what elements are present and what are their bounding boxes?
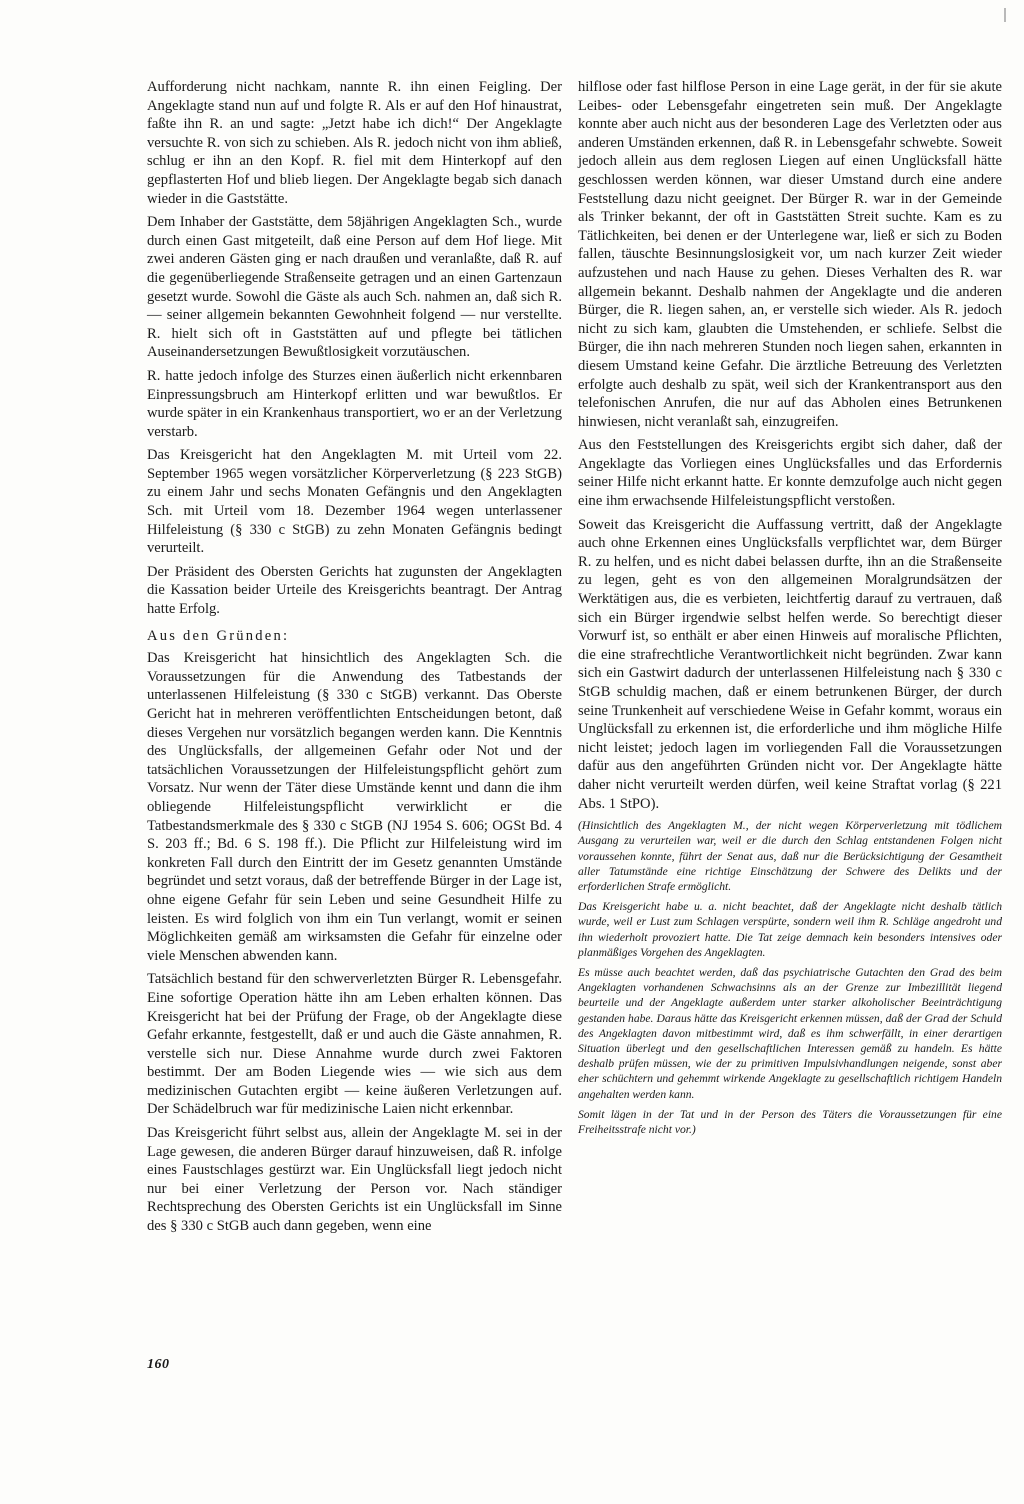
editorial-note: (Hinsichtlich des Angeklagten M., der nicht wegen Körperverletzung mit tödlichem Ausgang zu verurteilen war, weil er die durch den Schlag entstandenen Folgen nicht voraussehen konnte, führt der Senat aus, daß nur die Berücksichtigung der Gesamtheit aller Tatumstände eine richtige Einschätzung der Schwere des Delikts und der erforderlichen Strafe ermöglicht. <box>578 819 1002 893</box>
paragraph: Der Präsident des Obersten Gerichts hat zugunsten der Angeklagten die Kassation beider Urteile des Kreisgerichts beantragt. Der Antrag hatte Erfolg. <box>147 563 562 618</box>
paragraph: Tatsächlich bestand für den schwerverletzten Bürger R. Lebensgefahr. Eine sofortige Operation hätte ihn am Leben erhalten können. Das Kreisgericht hat bei der Prüfung der Frage, ob der Angeklagte diese Gefahr erkannte, festgestellt, daß er und auch die Gäste annahmen, R. verstelle sich nur. Diese Annahme wurde durch zwei Faktoren bestimmt. Der am Boden Liegende wies — wie sich aus dem medizinischen Gutachten ergibt — keine äußeren Verletzungen auf. Der Schädelbruch war für medizinische Laien nicht erkennbar. <box>147 971 562 1118</box>
paragraph: Das Kreisgericht hat hinsichtlich des Angeklagten Sch. die Voraussetzungen für die Anwendung des Tatbestands der unterlassenen Hilfeleistung (§ 330 c StGB) verkannt. Das Oberste Gericht hat in mehreren veröffentlichten Entscheidungen betont, daß dieses Vergehen nur vorsätzlich begangen werden kann. Die Kenntnis des Unglücksfalls, der allgemeinen Gefahr oder Not und der tatsächlichen Voraussetzungen der Hilfeleistungspflicht gehört zum Vorsatz. Nur wenn der Täter diese Umstände kennt und dann die ihm obliegende Hilfeleistungspflicht verwirklicht er die Tatbestandsmerkmale des § 330 c StGB (NJ 1954 S. 606; OGSt Bd. 4 S. 203 ff.; Bd. 6 S. 198 ff.). Die Pflicht zur Hilfeleistung wird im konkreten Fall durch den Eintritt der im Gesetz genannten Umstände begründet und setzt voraus, daß der betreffende Bürger in der Lage ist, ohne eigene Gefahr für sein Leben und seine Gesundheit Hilfe zu leisten. Es wird folglich von ihm ein Tun verlangt, womit er seinen Möglichkeiten gemäß am wirksamsten die Gefahr für einzelne oder viele Menschen abwenden kann. <box>147 650 562 964</box>
editorial-note: Es müsse auch beachtet werden, daß das psychiatrische Gutachten den Grad des beim Angeklagten vorhandenen Schwachsinns als an der Grenze zur Imbezillität liegend beurteile und der Angeklagte außerdem unter starker alkoholischer Beeinträchtigung gestanden habe. Daraus hätte das Kreisgericht erkennen müssen, daß der Grad der Schuld des Angeklagten davon mitbestimmt wird, daß es ihm schwerfällt, in einer derartigen Situation überlegt und den gesellschaftlichen Interessen gemäß zu handeln. Es hätte deshalb prüfen müssen, wie der zu primitiven Impulsivhandlungen neigende, sonst aber eher schüchtern und gehemmt wirkende Angeklagte zu gesellschaftlich richtigem Handeln angehalten werden kann. <box>578 965 1002 1101</box>
editorial-note: Somit lägen in der Tat und in der Person des Täters die Voraussetzungen für eine Freiheitsstrafe nicht vor.) <box>578 1107 1002 1137</box>
editorial-note: Das Kreisgericht habe u. a. nicht beachtet, daß der Angeklagte nicht deshalb tätlich wurde, weil er Lust zum Schlagen verspürte, sondern weil ihm R. Schläge angedroht und ihn wiederholt provoziert hatte. Die Tat zeige demnach kein besonders intensives oder planmäßiges Vorgehen des Angeklagten. <box>578 900 1002 959</box>
paragraph: Aus den Feststellungen des Kreisgerichts ergibt sich daher, daß der Angeklagte das Vorliegen eines Unglücksfalles und das Erfordernis seiner Hilfe nicht erkannt hatte. Er konnte demzufolge auch nicht gegen eine ihm erwachsende Hilfeleistungspflicht verstoßen. <box>578 437 1002 510</box>
paragraph: hilflose oder fast hilflose Person in eine Lage gerät, in der für sie akute Leibes- oder Lebensgefahr eingetreten sein muß. Der Angeklagte konnte aber auch nicht aus der besonderen Lage des Verletzten oder aus anderen Umständen erkennen, daß R. in Lebensgefahr schwebte. Soweit jedoch allein aus dem reglosen Liegen auf einen Unglücksfall hätte geschlossen werden können, war dieser Umstand durch eine andere Feststellung dazu nicht geeignet. Der Bürger R. war in der Gemeinde als Trinker bekannt, der oft in Gaststätten Streit suchte. Kam es zu Tätlichkeiten, bei denen er der Unterlegene war, ließ er sich zu Boden fallen, täuschte Besinnungslosigkeit vor, um nach kurzer Zeit wieder aufzustehen und nach Hause zu gehen. Dieses Verhalten des R. war allgemein bekannt. Deshalb nahmen der Angeklagte und die anderen Bürger, die R. liegen sahen, an, er verstelle sich wieder. Als R. jedoch nicht zu sich kam, glaubten die Umstehenden, er schliefe. Selbst die Bürger, die ihn nach mehreren Stunden noch liegen sahen, erkannten in diesem Umstand keine Gefahr. Die ärztliche Betreuung des Verletzten erfolgte auch deshalb zu spät, weil sich der Krankentransport aus den telefonischen Anrufen, die nur auf das Abholen eines Betrunkenen hinwiesen, nicht veranlaßt sah, einzugreifen. <box>578 79 1002 430</box>
right-column <box>578 78 1002 1142</box>
left-column <box>147 78 562 1241</box>
scan-mark <box>1004 8 1006 22</box>
paragraph: Aufforderung nicht nachkam, nannte R. ihn einen Feigling. Der Angeklagte stand nun auf und folgte R. Als er auf den Hof hinaustrat, faßte ihn R. an und sagte: „Jetzt habe ich dich!“ Der Angeklagte versuchte R. von sich zu schieben. Als R. jedoch nicht von ihm abließ, schlug er ihn an den Kopf. R. fiel mit dem Hinterkopf auf den gepflasterten Hof und blieb liegen. Der Angeklagte begab sich danach wieder in die Gaststätte. <box>147 79 562 207</box>
paragraph: Dem Inhaber der Gaststätte, dem 58jährigen Angeklagten Sch., wurde durch einen Gast mitgeteilt, daß eine Person auf dem Hof liege. Mit zwei anderen Gästen ging er nach draußen und veranlaßte, daß R. auf die gegenüberliegende Straßenseite getragen und an einen Gartenzaun gesetzt wurde. Sowohl die Gäste als auch Sch. nahmen an, daß sich R. — seiner allgemein bekannten Gewohnheit folgend — nur verstellte. R. hielt sich oft in Gaststätten auf und pflegte bei tätlichen Auseinandersetzungen Bewußtlosigkeit vorzutäuschen. <box>147 214 562 361</box>
paragraph: Das Kreisgericht führt selbst aus, allein der Angeklagte M. sei in der Lage gewesen, die anderen Bürger darauf hinzuweisen, daß R. infolge eines Faustschlages gestürzt war. Ein Unglücksfall liegt jedoch nicht nur bei einer Verletzung der Person vor. Nach ständiger Rechtsprechung des Obersten Gerichts ist ein Unglücksfall im Sinne des § 330 c StGB auch dann gegeben, wenn eine <box>147 1125 562 1235</box>
paragraph: Soweit das Kreisgericht die Auffassung vertritt, daß der Angeklagte auch ohne Erkennen eines Unglücksfalls verpflichtet war, dem Bürger R. zu helfen, und es nicht dabei belassen durfte, ihn an die Straßenseite zu legen, geht es von den allgemeinen Moralgrundsätzen der Werktätigen aus, die es verbieten, leichtfertig darauf zu vertrauen, daß sich ein Bürger irgendwie selbst helfen werde. So berechtigt dieser Vorwurf ist, so enthält er aber einen Hinweis auf moralische Pflichten, die eine strafrechtliche Verantwortlichkeit nicht begründen. Zwar kann sich ein Gastwirt dadurch der unterlassenen Hilfeleistung nach § 330 c StGB schuldig machen, daß er einem betrunkenen Bürger, der durch seine Trunkenheit auf verschiedene Weise in Gefahr kommt, woraus ein Unglücksfall zu erkennen ist, die erforderliche und ihm mögliche Hilfe nicht leistet; jedoch lagen im vorliegenden Fall die Voraussetzungen dafür aus den angeführten Gründen nicht vor. Der Angeklagte hätte daher nicht verurteilt werden dürfen, weil keine Straftat vorlag (§ 221 Abs. 1 StPO). <box>578 516 1002 812</box>
paragraph: R. hatte jedoch infolge des Sturzes einen äußerlich nicht erkennbaren Einpressungsbruch am Hinterkopf erlitten und war bewußtlos. Er wurde später in ein Krankenhaus transportiert, wo er an der Verletzung verstarb. <box>147 367 562 440</box>
paragraph: Das Kreisgericht hat den Angeklagten M. mit Urteil vom 22. September 1965 wegen vorsätzlicher Körperverletzung (§ 223 StGB) zu einem Jahr und sechs Monaten Gefängnis und den Angeklagten Sch. mit Urteil vom 18. Dezember 1964 wegen unterlassener Hilfeleistung (§ 330 c StGB) zu zehn Monaten Gefängnis bedingt verurteilt. <box>147 447 562 557</box>
section-heading: Aus den Gründen: <box>147 627 290 644</box>
page-number: 160 <box>147 1357 170 1372</box>
